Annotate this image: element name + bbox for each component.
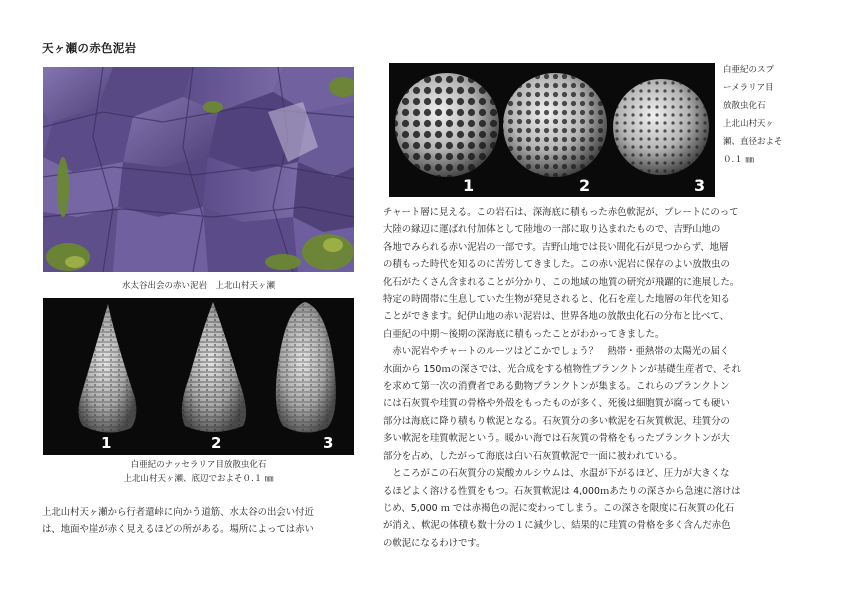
text-line: 各地でみられる赤い泥岩の一部です。吉野山地では長い間化石が見つからず、地層 [383,241,729,253]
text-line: 化石がたくさん含まれることが分かり、この地域の地質の研究が飛躍的に進展した。 [383,276,740,288]
fossil-number-1: 1 [101,434,112,452]
photo-caption: 水太谷出会の赤い泥岩 上北山村天ヶ瀬 [121,281,275,291]
caption-line: ーメラリア目 [723,83,774,93]
text-line: を求めて第一次の消費者である動物プランクトンが集まる。これらのプランクトン [383,381,730,393]
spumellaria-fossil-1 [395,73,499,177]
fossil-number-2: 2 [211,434,222,452]
caption-line: 白亜紀のスプ [723,65,775,75]
nassellaria-fossil-panel [43,298,354,455]
text-line: 上北山村天ヶ瀬から行者還峠に向かう道筋、水太谷の出会い付近 [42,507,314,518]
text-line: 大陸の縁辺に運ばれ付加体として陸地の一部に取り込まれたもので、吉野山地の [383,224,721,236]
text-line: 特定の時間帯に生息していた生物が発見されると、化石を産した地層の年代を知る [383,294,730,306]
spumellaria-fossil-3 [613,79,709,175]
spumellaria-fossil-2 [503,73,607,177]
caption-line: 瀬、直径およそ [723,137,783,147]
text-line: 部分は海底に降り積もり軟泥となる。石灰質分の多い軟泥を石灰質軟泥、珪質分の [383,415,730,427]
fossil-number-2: 2 [579,176,591,195]
nassellaria-fossil-1 [78,304,136,433]
caption-line: 上北山村天ヶ [723,119,775,129]
text-line: 多い軟泥を珪質軟泥という。暖かい海では石灰質の骨格をもったプランクトンが大 [383,433,730,445]
red-mudstone-photo [43,67,354,272]
text-line: の軟泥になるわけです。 [383,537,486,549]
text-line: 部分を占め、したがって海底は白い石灰質軟泥で一面に被われている。 [383,450,683,462]
caption-line: 白亜紀のナッセラリア目放散虫化石 [130,460,267,470]
text-line: 水面から 150ｍの深さでは、光合成をする植物性プランクトンが基礎生産者で、それ [383,363,742,375]
text-line: じめ、5,000 ｍ では赤褐色の泥に変わってしまう。この深さを限度に石灰質の化石 [383,502,735,514]
text-line: は、地面や崖が赤く見えるほどの所がある。場所によっては赤い [42,524,314,536]
fossil-number-1: 1 [463,176,475,195]
spumellaria-caption [723,61,803,169]
body-text-right [383,204,802,552]
nassellaria-fossil-2 [182,302,246,432]
text-line: が消え、軟泥の体積も数十分の１に減少し、結果的に珪質の骨格を多く含んだ赤色 [383,520,731,532]
text-line: るほどよく溶ける性質をもつ。石灰質軟泥は 4,000ｍあたりの深さから急速に溶けは [383,485,741,497]
spumellaria-fossil-panel [389,63,715,197]
caption-line: 上北山村天ヶ瀬、底辺でおよそ０.１ ㎜ [123,473,274,484]
text-line: チャート層に見える。この岩石は、深海底に積もった赤色軟泥が、プレートにのって [383,207,739,218]
text-line: 白亜紀の中期〜後期の深海底に積もったことがわかってきました。 [383,328,665,340]
body-text-left [42,504,358,539]
text-line: ことができます。紀伊山地の赤い泥岩は、世界各地の放散虫化石の分布と比べて、 [383,311,729,323]
nassellaria-caption [43,459,354,486]
text-line: の積もった時代を知るのに苦労してきました。この赤い泥岩に保存のよい放散虫の [383,259,730,271]
page-title: 天ヶ瀬の赤色泥岩 [42,41,137,55]
text-line: 赤い泥岩やチャートのルーツはどこかでしょう？ 熱帯・亜熱帯の太陽光の届く [383,346,730,358]
fossil-number-3: 3 [694,176,706,195]
caption-line: ０.１ ㎜ [723,155,754,165]
nassellaria-fossil-3 [276,302,336,433]
fossil-number-3: 3 [323,434,334,452]
caption-line: 放散虫化石 [723,101,766,111]
text-line: ところがこの石灰質分の炭酸カルシウムは、水温が下がるほど、圧力が大きくな [383,468,730,480]
text-line: には石灰質や珪質の骨格や外殻をもったものが多く、死後は細胞質が腐っても硬い [383,398,730,410]
